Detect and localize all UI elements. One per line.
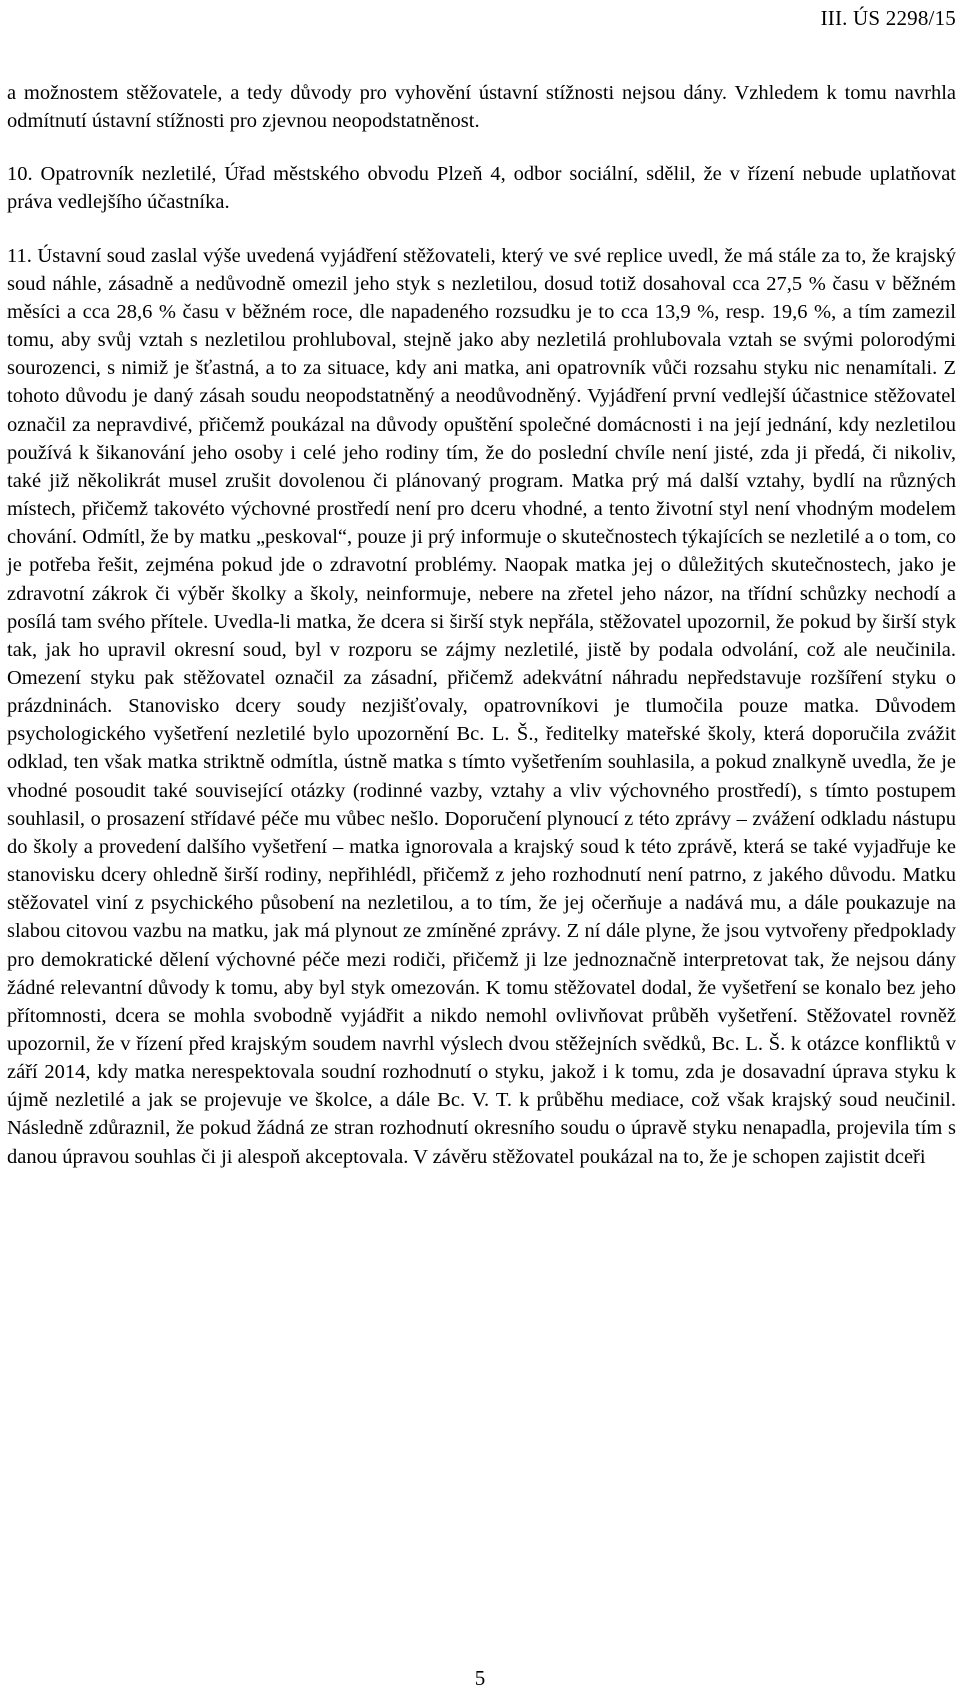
paragraph-10: 10. Opatrovník nezletilé, Úřad městského obvodu Plzeň 4, odbor sociální, sdělil, že v řízení nebude uplatňovat práva vedlejšího účastníka. [7, 163, 956, 214]
paragraph-11: 11. Ústavní soud zaslal výše uvedená vyjádření stěžovateli, který ve své replice uvedl, že má stále za to, že krajský soud náhle, zásadně a nedůvodně omezil jeho styk s nezletilou, dosud totiž dosahoval cca 27,5 % času v běžném měsíci a cca 28,6 % času v běžném roce, dle napadeného rozsudku je to cca 13,9 %, resp. 19,6 %, a tím zamezil tomu, aby svůj vztah s nezletilou prohluboval, stejně jako aby nezletilá prohlubovala vztah se svými polorodými sourozenci, s nimiž je šťastná, a to za situace, kdy ani matka, ani opatrovník vůči rozsahu styku nic nenamítali. Z tohoto důvodu je daný zásah soudu neopodstatněný a neodůvodněný. Vyjádření první vedlejší účastnice stěžovatel označil za nepravdivé, přičemž poukázal na důvody opuštění společné domácnosti i na její jednání, kdy nezletilou používá k šikanování jeho osoby i celé jeho rodiny tím, že do poslední chvíle není jisté, zda ji předá, či nikoliv, také již několikrát musel zrušit dovolenou či plánovaný program. Matka prý má další vztahy, bydlí na různých místech, přičemž takovéto výchovné prostředí není pro dceru vhodné, a tento životní styl není vhodným modelem chování. Odmítl, že by matku „peskoval“, pouze ji prý informuje o skutečnostech týkajících se nezletilé a o tom, co je potřeba řešit, zejména pokud jde o zdravotní problémy. Naopak matka jej o důležitých skutečnostech, jako je zdravotní zákrok či výběr školky a školy, neinformuje, nebere na zřetel jeho názor, na třídní schůzky nechodí a posílá tam svého přítele. Uvedla-li matka, že dcera si širší styk nepřála, stěžovatel upozornil, že pokud by širší styk tak, jak ho upravil okresní soud, byl v rozporu se zájmy nezletilé, jistě by podala odvolání, což ale neučinila. Omezení styku pak stěžovatel označil za zásadní, přičemž adekvátní náhradu nepředstavuje rozšíření styku o prázdninách. Stanovisko dcery soudy nezjišťovaly, opatrovníkovi je tlumočila pouze matka. Důvodem psychologického vyšetření nezletilé bylo upozornění Bc. L. Š., ředitelky mateřské školy, která doporučila zvážit odklad, ten však matka striktně odmítla, ústně matka s tímto vyšetřením souhlasila, a pokud znalkyně uvedla, že je vhodné posoudit také související otázky (rodinné vazby, vztahy a vliv výchovného prostředí), s tímto postupem souhlasil, o prosazení střídavé péče mu vůbec nešlo. Doporučení plynoucí z této zprávy – zvážení odkladu nástupu do školy a provedení dalšího vyšetření – matka ignorovala a krajský soud k této zprávě, která se také vyjadřuje ke stanovisku dcery ohledně širší rodiny, nepřihlédl, přičemž z jeho rozhodnutí není patrno, z jakého důvodu. Matku stěžovatel viní z psychického působení na nezletilou, a to tím, že jej očerňuje a nadává mu, a dále poukazuje na slabou citovou vazbu na matku, jak má plynout ze zmíněné zprávy. Z ní dále plyne, že jsou vytvořeny předpoklady pro demokratické dělení výchovné péče mezi rodiči, přičemž ji lze jednoznačně interpretovat tak, že nejsou dány žádné relevantní důvody k tomu, aby byl styk omezován. K tomu stěžovatel dodal, že vyšetření se konalo bez jeho přítomnosti, dcera se mohla svobodně vyjádřit a nikdo nemohl ovlivňovat průběh vyšetření. Stěžovatel rovněž upozornil, že v řízení před krajským soudem navrhl výslech dvou stěžejních svědků, Bc. L. Š. k otázce konfliktů v září 2014, kdy matka nerespektovala soudní rozhodnutí o styku, jakož i k tomu, zda je dosavadní úprava styku k újmě nezletilé a jak se projevuje ve školce, a dále Bc. V. T. k průběhu mediace, což však krajský soud neučinil. Následně zdůraznil, že pokud žádná ze stran rozhodnutí okresního soudu o úpravě styku nenapadla, projevila tím s danou úpravou souhlas či ji alespoň akceptovala. V závěru stěžovatel poukázal na to, že je schopen zajistit dceři [7, 244, 956, 1168]
case-number-header: III. ÚS 2298/15 [820, 6, 956, 30]
paragraph-continuation: a možnostem stěžovatele, a tedy důvody pro vyhovění ústavní stížnosti nejsou dány. Vzhledem k tomu navrhla odmítnutí ústavní stížnosti pro zjevnou neopodstatněnost. [7, 82, 956, 133]
page-number: 5 [474, 1666, 486, 1690]
document-body [7, 79, 956, 1171]
